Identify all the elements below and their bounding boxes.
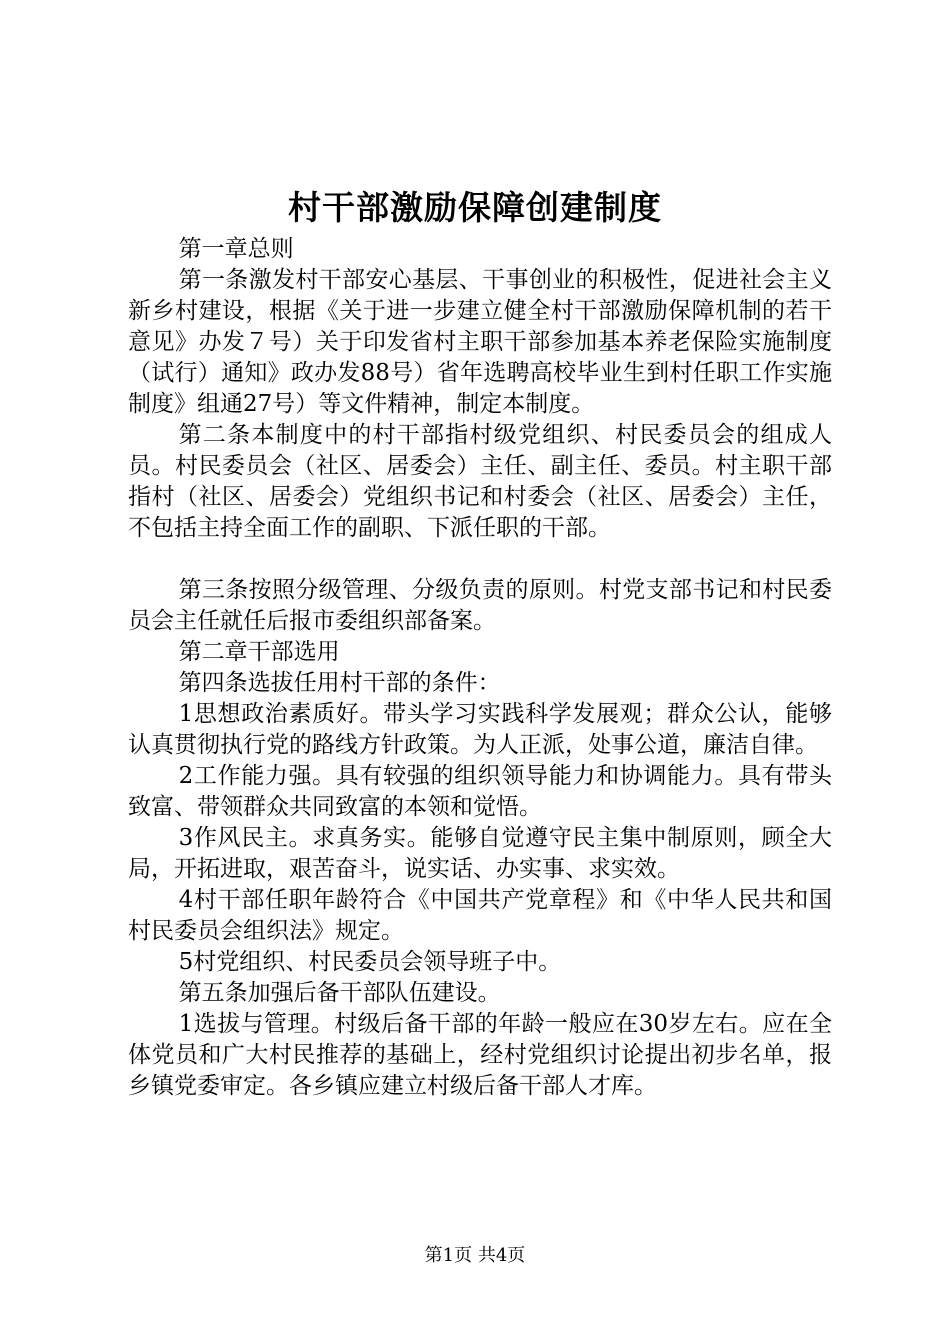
condition-1: 1思想政治素质好。带头学习实践科学发展观；群众公认，能够认真贯彻执行党的路线方针政策。为人正派，处事公道，廉洁自律。 [128, 701, 832, 758]
condition-5: 5村党组织、村民委员会领导班子中。 [178, 949, 562, 975]
chapter-heading-1: 第一章总则 [178, 236, 294, 262]
article-3: 第三条按照分级管理、分级负责的原则。村党支部书记和村民委员会主任就任后报市委组织部备案。 [128, 577, 832, 634]
condition-2: 2工作能力强。具有较强的组织领导能力和协调能力。具有带头致富、带领群众共同致富的本领和觉悟。 [128, 763, 832, 820]
chapter-heading-2: 第二章干部选用 [178, 639, 340, 665]
document-body [128, 234, 832, 1102]
condition-3: 3作风民主。求真务实。能够自觉遵守民主集中制原则，顾全大局，开拓进取，艰苦奋斗，说实话、办实事、求实效。 [128, 825, 832, 882]
condition-4: 4村干部任职年龄符合《中国共产党章程》和《中华人民共和国村民委员会组织法》规定。 [128, 887, 832, 944]
article-1: 第一条激发村干部安心基层、干事创业的积极性，促进社会主义新乡村建设，根据《关于进一步建立健全村干部激励保障机制的若干意见》办发７号）关于印发省村主职干部参加基本养老保险实施制度（试行）通知》政办发88号）省年选聘高校毕业生到村任职工作实施制度》组通27号）等文件精神，制定本制度。 [128, 267, 832, 417]
article-4: 第四条选拔任用村干部的条件： [178, 670, 501, 696]
article-5-item-1: 1选拔与管理。村级后备干部的年龄一般应在30岁左右。应在全体党员和广大村民推荐的基础上，经村党组织讨论提出初步名单，报乡镇党委审定。各乡镇应建立村级后备干部人才库。 [128, 1011, 832, 1099]
article-5: 第五条加强后备干部队伍建设。 [178, 980, 501, 1006]
document-title: 村干部激励保障创建制度 [288, 188, 662, 227]
article-2: 第二条本制度中的村干部指村级党组织、村民委员会的组成人员。村民委员会（社区、居委会）主任、副主任、委员。村主职干部指村（社区、居委会）党组织书记和村委会（社区、居委会）主任，不包括主持全面工作的副职、下派任职的干部。 [128, 422, 832, 541]
page-footer: 第1页 共4页 [424, 1245, 526, 1266]
paragraph-gap [128, 544, 832, 575]
